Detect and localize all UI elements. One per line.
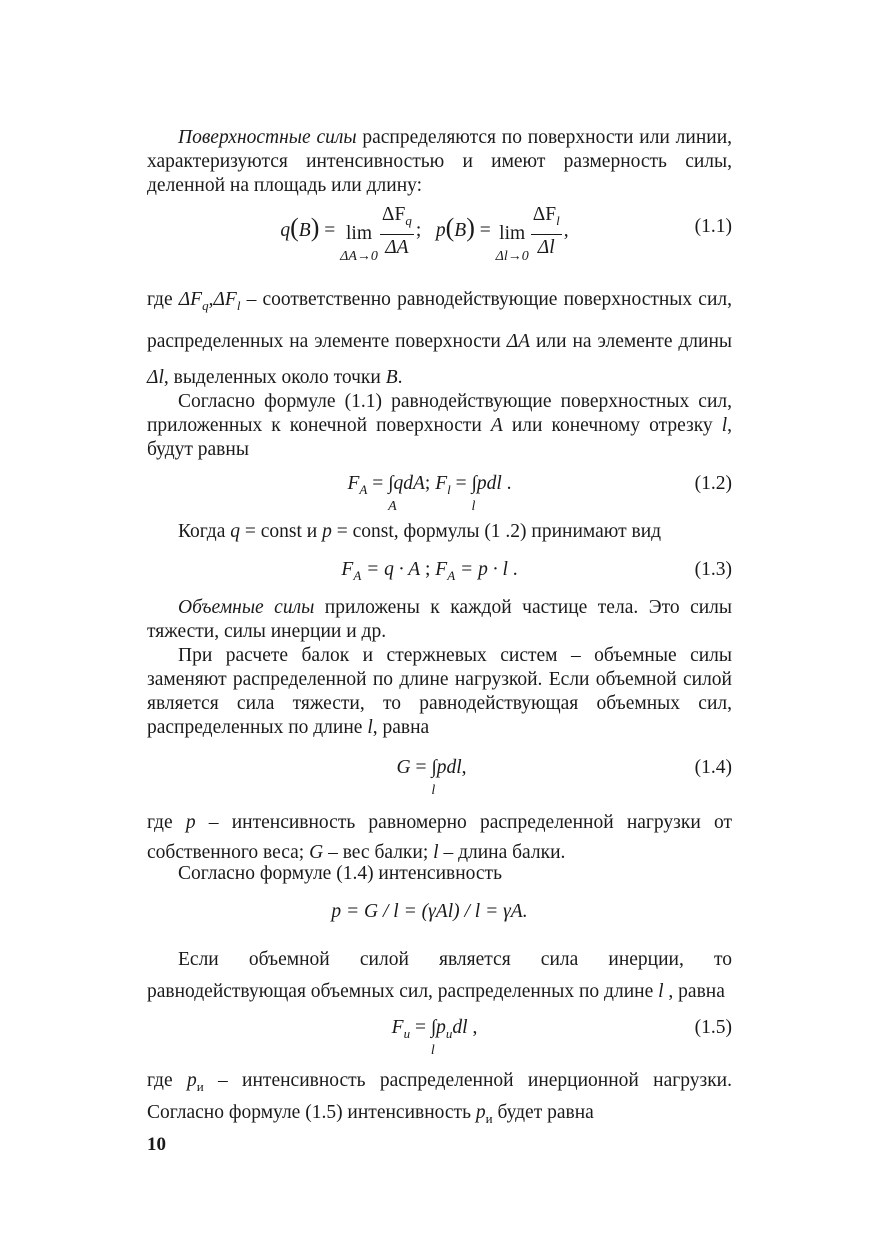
eq-sep: ; [415,219,422,241]
paragraph-inertia [147,944,732,1008]
integral-l [471,472,477,514]
paren: ( [290,212,299,242]
fraction-a [380,204,414,259]
equation-1-4-body [131,756,732,798]
eq-body: pdl [476,472,502,494]
paragraph-text: распределяются по поверхности или линии, характеризуются интенсивностью и имеют размерность силы, деленной на площадь или длину: [147,127,733,196]
eq-symbol: B [454,219,467,241]
equation-1-3-body [127,558,732,588]
inline-symbol: q [230,520,241,542]
inline-symbol: p [322,520,332,542]
paragraph-text: Когда [178,520,231,542]
frac-num-sub: l [556,212,560,228]
paragraph-text: , равна [372,716,430,738]
paragraph-text: – длина балки. [438,841,566,863]
equation-1-1 [147,204,732,286]
term-body-forces: Объемные силы [178,596,315,618]
eq-sub: A [359,481,368,497]
paragraph-beams [147,644,732,740]
paragraph-text: . [397,366,403,388]
inline-symbol: p [185,811,196,833]
inline-sep: , [208,289,214,310]
page-body [147,124,732,1132]
lim-sub: Δl→0 [495,249,529,265]
eq-symbol: q [280,219,291,241]
equation-number: (1.3) [694,558,732,580]
paragraph-where-3 [147,1068,732,1132]
inline-symbol: l [367,716,373,738]
eq-sign: = [324,219,336,241]
eq-sep: ; [424,472,436,494]
term-surface-forces: Поверхностные силы [178,127,357,148]
page-number: 10 [147,1134,166,1155]
paragraph-according-1-4 [147,862,732,886]
eq-end: , [461,756,467,778]
eq-end: . [501,472,512,494]
inline-symbol: A [490,414,503,436]
integral-sub: A [388,498,397,514]
inline-symbol: l [433,841,439,863]
eq-end: , [467,1016,478,1038]
eq-symbol: G [396,756,411,778]
equation-1-2 [147,466,732,528]
equation-1-2-body [127,472,732,514]
equation-1-1-body [117,204,732,265]
limit-a [340,222,378,264]
eq-body: pdl [436,756,462,778]
lim-label: lim [499,223,526,245]
paren: ) [310,212,320,242]
eq-end: , [563,219,569,241]
paragraph-text: приложены к каждой частице тела. Это силы тяжести, силы инерции и др. [147,596,732,642]
paren: ( [445,212,455,242]
inline-symbol: ΔF [213,289,237,310]
equation-1-3 [147,546,732,592]
eq-body: qdA [393,472,425,494]
eq-symbol: p [436,1016,446,1038]
paragraph-text: где [147,811,186,833]
frac-num: ΔF [532,204,557,225]
paragraph-text: Согласно формуле (1.4) интенсивность [178,862,502,884]
paragraph-text: – интенсивность распределенной инерционной нагрузки. Согласно формуле (1.5) интенсивность [147,1069,732,1123]
inline-symbol: p [475,1101,486,1123]
fraction-l [531,204,562,259]
paragraph-body-forces [147,596,732,644]
inline-sub: и [485,1110,493,1126]
integral-l [430,1016,437,1058]
eq-symbol: F [435,558,448,580]
inline-symbol: l [658,980,664,1002]
paragraph-text: = const и [240,520,323,542]
eq-sign: = [367,472,389,494]
eq-sub: A [447,567,456,583]
eq-body: = q · A [361,558,421,580]
integral-icon: ∫ [471,472,477,494]
paragraph-text: – интенсивность равномерно распределенной нагрузки от собственного веса; [147,811,732,863]
paragraph-text: Если объемной силой является сила инерции, то равнодействующая объемных сил, распределенных по длине [147,948,732,1002]
paragraph-text: , будут равны [147,414,732,460]
eq-sub: u [403,1025,411,1041]
paren: ) [466,212,475,242]
inline-sub: q [202,297,209,313]
eq-sign: = [410,756,432,778]
eq-sub: A [353,567,362,583]
inline-symbol: G [309,841,324,863]
equation-intensity [147,886,732,944]
integral-sub: l [431,782,436,798]
paragraph-text: или конечному отрезку [502,414,722,436]
frac-num: ΔF [381,204,406,225]
paragraph-text: , выделенных около точки [163,366,386,388]
inline-sub: и [196,1078,204,1094]
equation-number: (1.1) [694,216,732,237]
equation-1-5-body [137,1016,732,1058]
integral-icon: ∫ [430,1016,437,1038]
eq-sub: l [447,481,451,497]
equation-number: (1.2) [694,472,732,494]
paragraph-according-1-1 [147,390,732,462]
eq-body: dl [452,1016,468,1038]
eq-sign: = [450,472,472,494]
equation-1-4 [147,744,732,808]
eq-end: . [507,558,518,580]
integral-icon: ∫ [388,472,394,494]
integral-icon: ∫ [431,756,437,778]
integral-l [431,756,437,798]
eq-symbol: F [391,1016,404,1038]
limit-l [496,222,529,264]
paragraph-surface-forces [147,126,732,198]
paragraph-text: = const, формулы (1 .2) принимают вид [331,520,662,542]
equation-1-5 [147,1008,732,1072]
integral-sub: l [471,498,476,514]
frac-den: ΔA [385,236,409,258]
inline-symbol: p [186,1069,197,1091]
inline-symbol: ΔF [178,289,203,310]
paragraph-text: Согласно формуле (1.1) равнодействующие поверхностных сил, приложенных к конечной поверхности [147,390,732,436]
inline-symbol: ΔA [506,330,531,352]
eq-symbol: p [435,219,446,241]
frac-den: Δl [537,236,555,258]
frac-num-sub: q [405,212,412,228]
eq-symbol: F [341,558,354,580]
lim-label: lim [346,223,373,245]
paragraph-text: или на элементе длины [530,330,732,352]
eq-body: = p · l [455,558,508,580]
inline-sub: l [236,297,241,313]
lim-sub: ΔA→0 [340,249,378,265]
paragraph-text: где [147,1069,187,1091]
inline-symbol: l [721,414,728,436]
paragraph-text: , равна [663,980,725,1002]
eq-sep: ; [420,558,436,580]
paragraph-text: – соответственно равнодействующие поверхностных сил, распределенных на элементе поверхности [147,289,732,352]
integral-sub: l [430,1042,435,1058]
integral-a [388,472,397,514]
eq-body: p = G / l = (γAl) / l = γA. [331,900,528,922]
equation-number: (1.4) [694,756,732,778]
paragraph-where-2 [147,808,732,868]
inline-symbol: Δl [147,366,164,388]
equation-number: (1.5) [694,1016,732,1038]
eq-symbol: B [298,219,311,241]
paragraph-where-1 [147,282,732,396]
paragraph-text: – вес балки; [323,841,434,863]
eq-symbol: F [435,472,448,494]
eq-symbol: F [347,472,360,494]
paragraph-text: где [147,289,179,310]
inline-symbol: B [385,366,398,388]
eq-sub: u [445,1025,453,1041]
eq-sign: = [410,1016,431,1038]
equation-intensity-body [127,900,732,924]
paragraph-text: будет равна [492,1101,594,1123]
paragraph-text: При расчете балок и стержневых систем – объемные силы заменяют распределенной по длине нагрузкой. Если объемной силой является сила тяжести, то равнодействующая объемных сил, распределенных по длине [147,644,732,738]
eq-sign: = [479,219,491,241]
